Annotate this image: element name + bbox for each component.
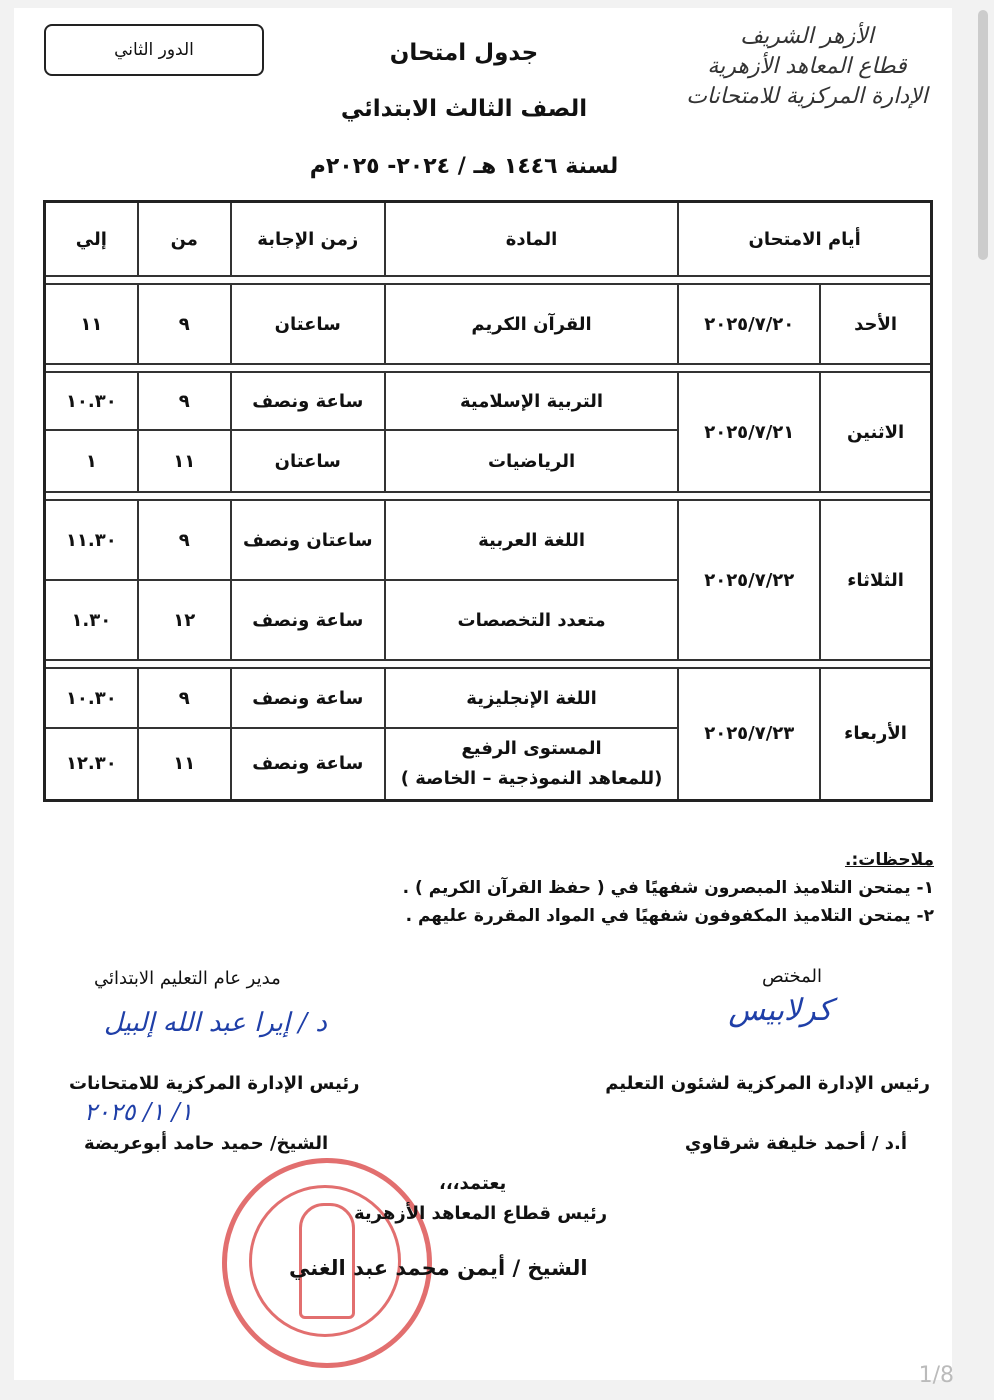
duration-cell: ساعة ونصف (231, 728, 385, 800)
sector-head-title: رئيس قطاع المعاهد الأزهرية (354, 1203, 608, 1224)
education-head-title: رئيس الإدارة المركزية لشئون التعليم (605, 1073, 930, 1094)
header-duration: زمن الإجابة (231, 202, 385, 277)
specialist-label: المختص (762, 966, 822, 987)
specialist-signature: كرلابيس (728, 993, 832, 1028)
approve-label: يعتمد،،، (439, 1173, 507, 1194)
from-cell: ١١ (138, 728, 231, 800)
table-row (45, 372, 932, 430)
note-item: ١- يمتحن التلاميذ المبصرون شفهيًا في ( حفظ القرآن الكريم ) . (402, 878, 934, 898)
subject-cell: التربية الإسلامية (385, 372, 679, 430)
exams-head-signature: ١/ ١/ ٢٠٢٥ (84, 1098, 193, 1126)
to-cell: ١٠.٣٠ (45, 372, 138, 430)
notes-section (234, 846, 934, 930)
sector-head-name: الشيخ / أيمن محمد عبد الغني (289, 1256, 588, 1280)
subject-cell: متعدد التخصصات (385, 580, 679, 660)
subject-cell: اللغة العربية (385, 500, 679, 580)
year-title: لسنة ١٤٤٦ هـ / ٢٠٢٤- ٢٠٢٥م (309, 154, 619, 179)
duration-cell: ساعتان (231, 430, 385, 492)
exam-schedule-table (43, 200, 933, 802)
exams-head-name: الشيخ/ حميد حامد أبوعريضة (84, 1133, 329, 1154)
from-cell: ٩ (138, 372, 231, 430)
to-cell: ١ (45, 430, 138, 492)
header-to: إلي (45, 202, 138, 277)
primary-director-title: مدير عام التعليم الابتدائي (94, 968, 281, 989)
azhar-logo (682, 22, 932, 112)
table-row (45, 500, 932, 580)
subject-cell: اللغة الإنجليزية (385, 668, 679, 728)
day-cell: الأحد (820, 284, 931, 364)
header-subject: المادة (385, 202, 679, 277)
grade-title: الصف الثالث الابتدائي (340, 96, 588, 122)
subject-line-2: (للمعاهد النموذجية – الخاصة ) (400, 767, 663, 789)
subject-line-1: المستوى الرفيع (461, 737, 602, 759)
duration-cell: ساعة ونصف (231, 580, 385, 660)
exams-head-title: رئيس الإدارة المركزية للامتحانات (69, 1073, 360, 1094)
round-label: الدور الثاني (44, 24, 264, 76)
notes-heading: ملاحظات:. (845, 850, 934, 870)
day-cell: الأربعاء (820, 668, 931, 800)
logo-line-2: قطاع المعاهد الأزهرية (707, 54, 907, 79)
to-cell: ١٠.٣٠ (45, 668, 138, 728)
duration-cell: ساعة ونصف (231, 668, 385, 728)
from-cell: ٩ (138, 284, 231, 364)
from-cell: ٩ (138, 500, 231, 580)
date-cell: ٢٠٢٥/٧/٢١ (678, 372, 820, 492)
day-cell: الثلاثاء (820, 500, 931, 660)
primary-director-signature: د / إيرا عبد الله إلبيل (104, 1008, 327, 1038)
header-days: أيام الامتحان (678, 202, 931, 277)
date-cell: ٢٠٢٥/٧/٢٠ (678, 284, 820, 364)
duration-cell: ساعتان ونصف (231, 500, 385, 580)
note-item: ٢- يمتحن التلاميذ المكفوفون شفهيًا في المواد المقررة عليهم . (405, 906, 934, 926)
scrollbar[interactable] (978, 10, 988, 260)
subject-cell: القرآن الكريم (385, 284, 679, 364)
to-cell: ١١ (45, 284, 138, 364)
table-row (45, 668, 932, 728)
table-row (45, 284, 932, 364)
education-head-name: أ.د / أحمد خليفة شرقاوي (684, 1133, 907, 1154)
from-cell: ٩ (138, 668, 231, 728)
duration-cell: ساعة ونصف (231, 372, 385, 430)
table-header-row (45, 202, 932, 277)
date-cell: ٢٠٢٥/٧/٢٢ (678, 500, 820, 660)
subject-cell (385, 728, 679, 800)
document-page (14, 8, 952, 1380)
date-cell: ٢٠٢٥/٧/٢٣ (678, 668, 820, 800)
doc-title: جدول امتحان (389, 40, 539, 66)
from-cell: ١١ (138, 430, 231, 492)
logo-line-1: الأزهر الشريف (740, 24, 874, 49)
logo-line-3: الإدارة المركزية للامتحانات (686, 84, 928, 109)
to-cell: ١.٣٠ (45, 580, 138, 660)
header-from: من (138, 202, 231, 277)
from-cell: ١٢ (138, 580, 231, 660)
duration-cell: ساعتان (231, 284, 385, 364)
subject-cell: الرياضيات (385, 430, 679, 492)
to-cell: ١٢.٣٠ (45, 728, 138, 800)
page-indicator: 1/8 (918, 1363, 954, 1388)
to-cell: ١١.٣٠ (45, 500, 138, 580)
day-cell: الاثنين (820, 372, 931, 492)
